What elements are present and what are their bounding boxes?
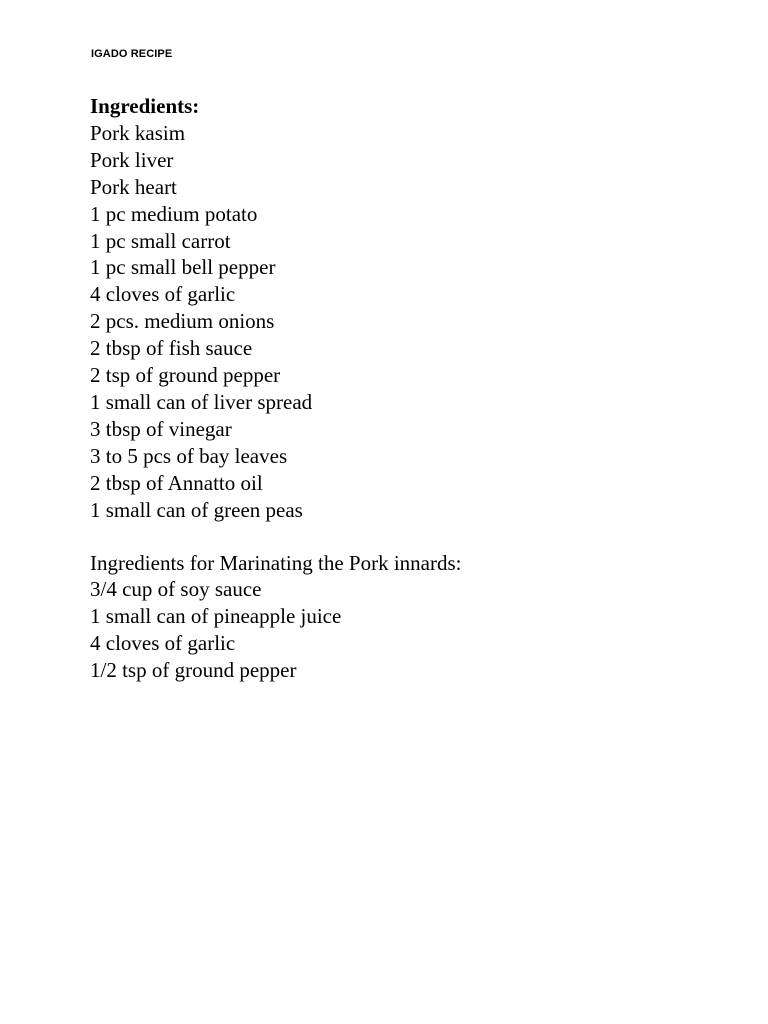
ingredient-item: Pork liver	[90, 147, 174, 172]
marinade-item: 3/4 cup of soy sauce	[90, 577, 262, 602]
ingredient-item: Pork heart	[90, 174, 177, 199]
ingredient-item: 1 small can of liver spread	[90, 389, 313, 414]
marinade-item: 4 cloves of garlic	[90, 631, 236, 656]
ingredients-heading: Ingredients:	[90, 94, 200, 118]
marinade-heading: Ingredients for Marinating the Pork innards:	[90, 550, 462, 575]
marinade-item: 1 small can of pineapple juice	[90, 604, 342, 629]
ingredient-item: 3 tbsp of vinegar	[90, 416, 232, 441]
ingredient-item: 2 tbsp of Annatto oil	[90, 470, 263, 495]
ingredient-item: 2 tsp of ground pepper	[90, 363, 281, 388]
ingredient-item: 4 cloves of garlic	[90, 282, 236, 307]
ingredient-item: 3 to 5 pcs of bay leaves	[90, 443, 288, 468]
ingredient-item: 2 pcs. medium onions	[90, 309, 275, 334]
ingredient-item: Pork kasim	[90, 120, 186, 145]
ingredient-item: 2 tbsp of fish sauce	[90, 336, 253, 361]
ingredient-item: 1 small can of green peas	[90, 497, 303, 522]
marinade-item: 1/2 tsp of ground pepper	[90, 658, 297, 683]
recipe-body	[90, 93, 462, 684]
ingredient-item: 1 pc medium potato	[90, 201, 258, 226]
section-spacer	[90, 524, 462, 550]
ingredients-list	[90, 120, 462, 524]
ingredient-item: 1 pc small bell pepper	[90, 255, 276, 280]
ingredient-item: 1 pc small carrot	[90, 228, 231, 253]
document-header: IGADO RECIPE	[91, 48, 173, 60]
marinade-list	[90, 576, 462, 684]
